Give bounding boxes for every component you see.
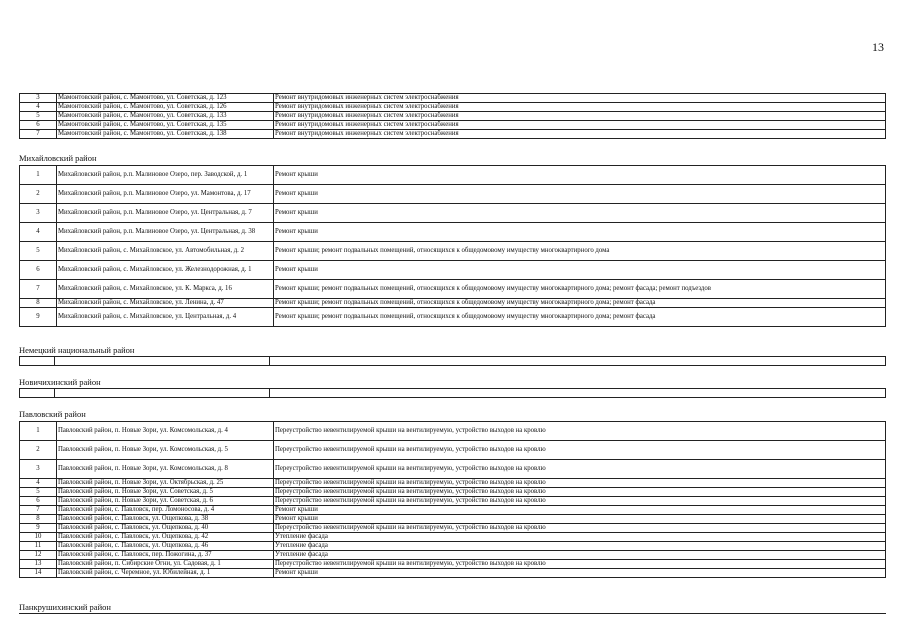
row-address: Михайловский район, с. Михайловское, ул. К. Маркса, д. 16 (57, 280, 274, 299)
row-address: Михайловский район, р.п. Малиновое Озеро, ул. Мамонтова, д. 17 (57, 185, 274, 204)
table-row (20, 299, 886, 308)
row-work: Переустройство невентилируемой крыши на вентилируемую, устройство выходов на кровлю (274, 441, 886, 460)
row-number: 6 (20, 121, 57, 130)
table-row (20, 551, 886, 560)
table-row (20, 422, 886, 441)
row-work: Ремонт крыши (274, 515, 886, 524)
section-title-pavlovsky: Павловский район (19, 409, 86, 419)
row-work: Ремонт внутридомовых инженерных систем электроснабжения (274, 94, 886, 103)
row-address: Павловский район, п. Новые Зори, ул. Комсомольская, д. 8 (57, 460, 274, 479)
row-work: Ремонт внутридомовых инженерных систем электроснабжения (274, 130, 886, 139)
table-row (20, 560, 886, 569)
table-row (20, 94, 886, 103)
table-row (20, 185, 886, 204)
row-work: Ремонт крыши (274, 223, 886, 242)
row-address: Михайловский район, с. Михайловское, ул. Железнодорожная, д. 1 (57, 261, 274, 280)
row-work: Утепление фасада (274, 533, 886, 542)
section-title-mikhailovsky: Михайловский район (19, 153, 97, 163)
table-row (20, 204, 886, 223)
mamontovo-table (19, 93, 886, 139)
row-number: 5 (20, 112, 57, 121)
row-work: Ремонт внутридомовых инженерных систем электроснабжения (274, 112, 886, 121)
row-number: 6 (20, 497, 57, 506)
row-number: 9 (20, 524, 57, 533)
row-work: Ремонт крыши; ремонт подвальных помещений, относящихся к общедомовому имуществу многоквартирного дома; ремонт фасада (274, 308, 886, 327)
table-row (20, 308, 886, 327)
row-address: Михайловский район, р.п. Малиновое Озеро, пер. Заводской, д. 1 (57, 166, 274, 185)
row-number: 4 (20, 479, 57, 488)
table-row (20, 242, 886, 261)
row-work: Ремонт крыши (274, 204, 886, 223)
row-work: Утепление фасада (274, 551, 886, 560)
table-row (20, 223, 886, 242)
row-address: Павловский район, с. Павловск, пер. Ломоносова, д. 4 (57, 506, 274, 515)
row-work: Переустройство невентилируемой крыши на вентилируемую, устройство выходов на кровлю (274, 479, 886, 488)
row-number: 12 (20, 551, 57, 560)
row-work: Ремонт крыши (274, 261, 886, 280)
table-row (20, 524, 886, 533)
row-work: Ремонт крыши (274, 166, 886, 185)
table-row (20, 460, 886, 479)
row-address: Мамонтовский район, с. Мамонтово, ул. Советская, д. 123 (57, 94, 274, 103)
page-number: 13 (872, 40, 884, 54)
section-title-novichikhinsky: Новичихинский район (19, 377, 101, 387)
row-work: Переустройство невентилируемой крыши на вентилируемую, устройство выходов на кровлю (274, 488, 886, 497)
row-number: 3 (20, 94, 57, 103)
row-address: Павловский район, п. Новые Зори, ул. Комсомольская, д. 5 (57, 441, 274, 460)
row-work: Ремонт крыши (274, 506, 886, 515)
row-work: Ремонт крыши; ремонт подвальных помещений, относящихся к общедомовому имуществу многоквартирного дома; ремонт фасада (274, 299, 886, 308)
row-number: 2 (20, 441, 57, 460)
table-row (20, 121, 886, 130)
row-number: 1 (20, 166, 57, 185)
empty-row (20, 357, 886, 366)
row-number: 13 (20, 560, 57, 569)
row-number: 9 (20, 308, 57, 327)
pavlovsky-table (19, 421, 886, 578)
row-number: 3 (20, 204, 57, 223)
row-work: Ремонт крыши (274, 569, 886, 578)
table-row (20, 112, 886, 121)
row-address: Павловский район, с. Павловск, ул. Ощепкова, д. 40 (57, 524, 274, 533)
row-address: Павловский район, п. Сибирские Огни, ул. Садовая, д. 1 (57, 560, 274, 569)
table-row (20, 261, 886, 280)
row-number: 1 (20, 422, 57, 441)
table-row (20, 542, 886, 551)
mikhailovsky-table (19, 165, 886, 327)
table-row (20, 506, 886, 515)
row-number: 10 (20, 533, 57, 542)
section-title-nemetsky: Немецкий национальный район (19, 345, 135, 355)
row-address: Павловский район, с. Павловск, пер. Пожогина, д. 37 (57, 551, 274, 560)
row-number: 5 (20, 242, 57, 261)
row-number: 4 (20, 103, 57, 112)
row-work: Утепление фасада (274, 542, 886, 551)
row-work: Ремонт внутридомовых инженерных систем электроснабжения (274, 103, 886, 112)
row-address: Мамонтовский район, с. Мамонтово, ул. Советская, д. 135 (57, 121, 274, 130)
row-work: Ремонт крыши (274, 185, 886, 204)
row-work: Ремонт крыши; ремонт подвальных помещений, относящихся к общедомовому имуществу многоквартирного дома (274, 242, 886, 261)
row-address: Павловский район, п. Новые Зори, ул. Советская, д. 5 (57, 488, 274, 497)
row-number: 8 (20, 515, 57, 524)
table-row (20, 533, 886, 542)
nemetsky-empty-table (19, 356, 886, 366)
row-address: Мамонтовский район, с. Мамонтово, ул. Советская, д. 138 (57, 130, 274, 139)
row-address: Павловский район, с. Павловск, ул. Ощепкова, д. 46 (57, 542, 274, 551)
row-number: 4 (20, 223, 57, 242)
row-number: 7 (20, 506, 57, 515)
section-title-pankrushikhinsky: Панкрушихинский район (19, 602, 111, 612)
row-work: Ремонт внутридомовых инженерных систем электроснабжения (274, 121, 886, 130)
table-row (20, 515, 886, 524)
row-address: Михайловский район, с. Михайловское, ул. Центральная, д. 4 (57, 308, 274, 327)
row-address: Павловский район, с. Черемное, ул. Юбилейная, д. 1 (57, 569, 274, 578)
row-address: Павловский район, п. Новые Зори, ул. Октябрьская, д. 25 (57, 479, 274, 488)
row-number: 6 (20, 261, 57, 280)
row-number: 7 (20, 280, 57, 299)
table-row (20, 488, 886, 497)
row-number: 11 (20, 542, 57, 551)
table-row (20, 479, 886, 488)
row-address: Мамонтовский район, с. Мамонтово, ул. Советская, д. 126 (57, 103, 274, 112)
row-address: Михайловский район, р.п. Малиновое Озеро, ул. Центральная, д. 7 (57, 204, 274, 223)
table-row (20, 103, 886, 112)
empty-row (20, 389, 886, 398)
row-address: Павловский район, п. Новые Зори, ул. Комсомольская, д. 4 (57, 422, 274, 441)
row-address: Павловский район, с. Павловск, ул. Ощепкова, д. 42 (57, 533, 274, 542)
row-address: Мамонтовский район, с. Мамонтово, ул. Советская, д. 133 (57, 112, 274, 121)
row-work: Переустройство невентилируемой крыши на вентилируемую, устройство выходов на кровлю (274, 560, 886, 569)
table-row (20, 497, 886, 506)
table-row (20, 569, 886, 578)
row-work: Переустройство невентилируемой крыши на вентилируемую, устройство выходов на кровлю (274, 460, 886, 479)
row-address: Михайловский район, р.п. Малиновое Озеро, ул. Центральная, д. 38 (57, 223, 274, 242)
row-work: Переустройство невентилируемой крыши на вентилируемую, устройство выходов на кровлю (274, 422, 886, 441)
row-number: 3 (20, 460, 57, 479)
table-row (20, 280, 886, 299)
row-work: Переустройство невентилируемой крыши на вентилируемую, устройство выходов на кровлю (274, 524, 886, 533)
row-number: 7 (20, 130, 57, 139)
row-work: Переустройство невентилируемой крыши на вентилируемую, устройство выходов на кровлю (274, 497, 886, 506)
row-work: Ремонт крыши; ремонт подвальных помещений, относящихся к общедомовому имуществу многоквартирного дома; ремонт фасада; ремонт подъездов (274, 280, 886, 299)
row-number: 8 (20, 299, 57, 308)
table-row (20, 130, 886, 139)
table-top-border (19, 613, 886, 614)
table-row (20, 166, 886, 185)
row-address: Михайловский район, с. Михайловское, ул. Автомобильная, д. 2 (57, 242, 274, 261)
table-row (20, 441, 886, 460)
row-number: 14 (20, 569, 57, 578)
row-address: Павловский район, п. Новые Зори, ул. Советская, д. 6 (57, 497, 274, 506)
row-number: 2 (20, 185, 57, 204)
novichikhinsky-empty-table (19, 388, 886, 398)
row-address: Михайловский район, с. Михайловское, ул. Ленина, д. 47 (57, 299, 274, 308)
row-address: Павловский район, с. Павловск, ул. Ощепкова, д. 38 (57, 515, 274, 524)
row-number: 5 (20, 488, 57, 497)
